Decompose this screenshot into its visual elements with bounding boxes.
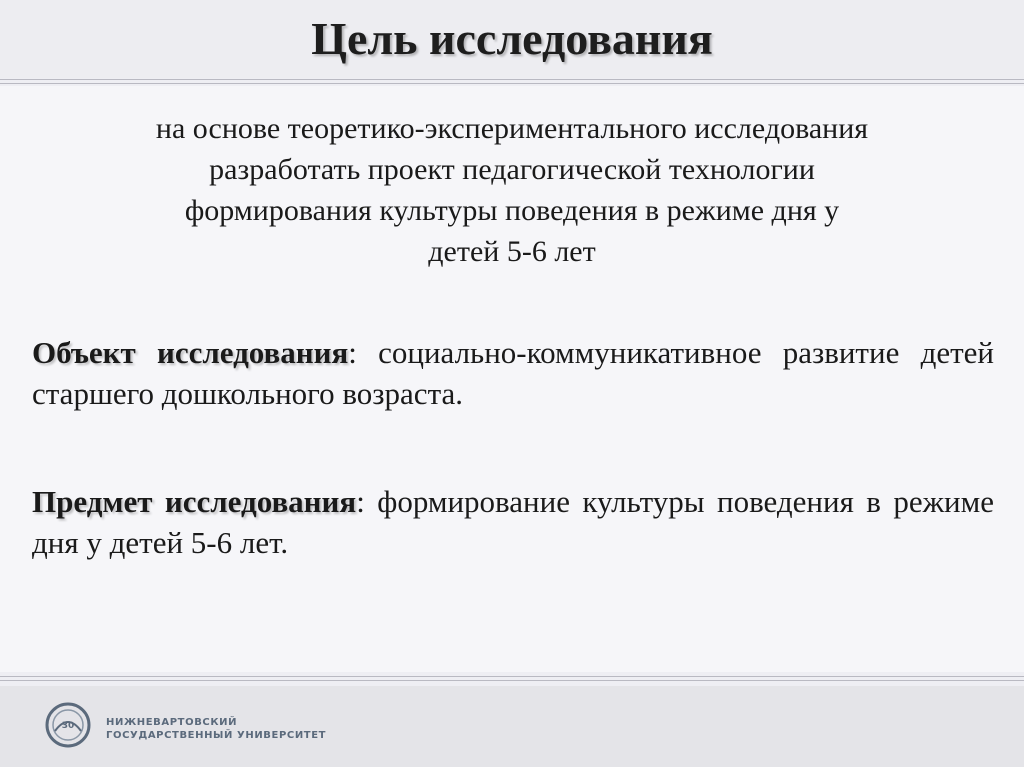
slide-title: Цель исследования <box>311 13 713 64</box>
university-name-line: ГОСУДАРСТВЕННЫЙ УНИВЕРСИТЕТ <box>106 730 327 741</box>
goal-line: на основе теоретико-экспериментального исследования <box>155 112 869 145</box>
object-term: Объект исследования <box>32 335 349 370</box>
subject-text: формирование культуры поведения в режиме дня у детей 5-6 лет. <box>32 484 994 560</box>
subject-term: Предмет исследования <box>32 484 357 519</box>
research-subject <box>32 481 994 563</box>
title-divider-bottom <box>0 83 1024 84</box>
title-divider-top <box>0 79 1024 80</box>
goal-line: формирования культуры поведения в режиме дня у <box>184 194 840 227</box>
subject-colon: : <box>356 484 365 519</box>
object-colon: : <box>348 335 357 370</box>
footer-divider-top <box>0 676 1024 677</box>
footer-divider-bottom <box>0 680 1024 681</box>
research-object <box>32 332 994 414</box>
goal-line: детей 5-6 лет <box>428 235 596 268</box>
university-logo-icon <box>44 701 92 749</box>
university-name-line: НИЖНЕВАРТОВСКИЙ <box>106 717 238 728</box>
object-text: социально-коммуникативное развитие детей старшего дошкольного возраста. <box>32 335 994 411</box>
university-name <box>106 716 326 742</box>
logo-number: 30 <box>61 721 75 731</box>
research-goal <box>40 108 984 272</box>
goal-line: разработать проект педагогической технологии <box>209 153 815 186</box>
